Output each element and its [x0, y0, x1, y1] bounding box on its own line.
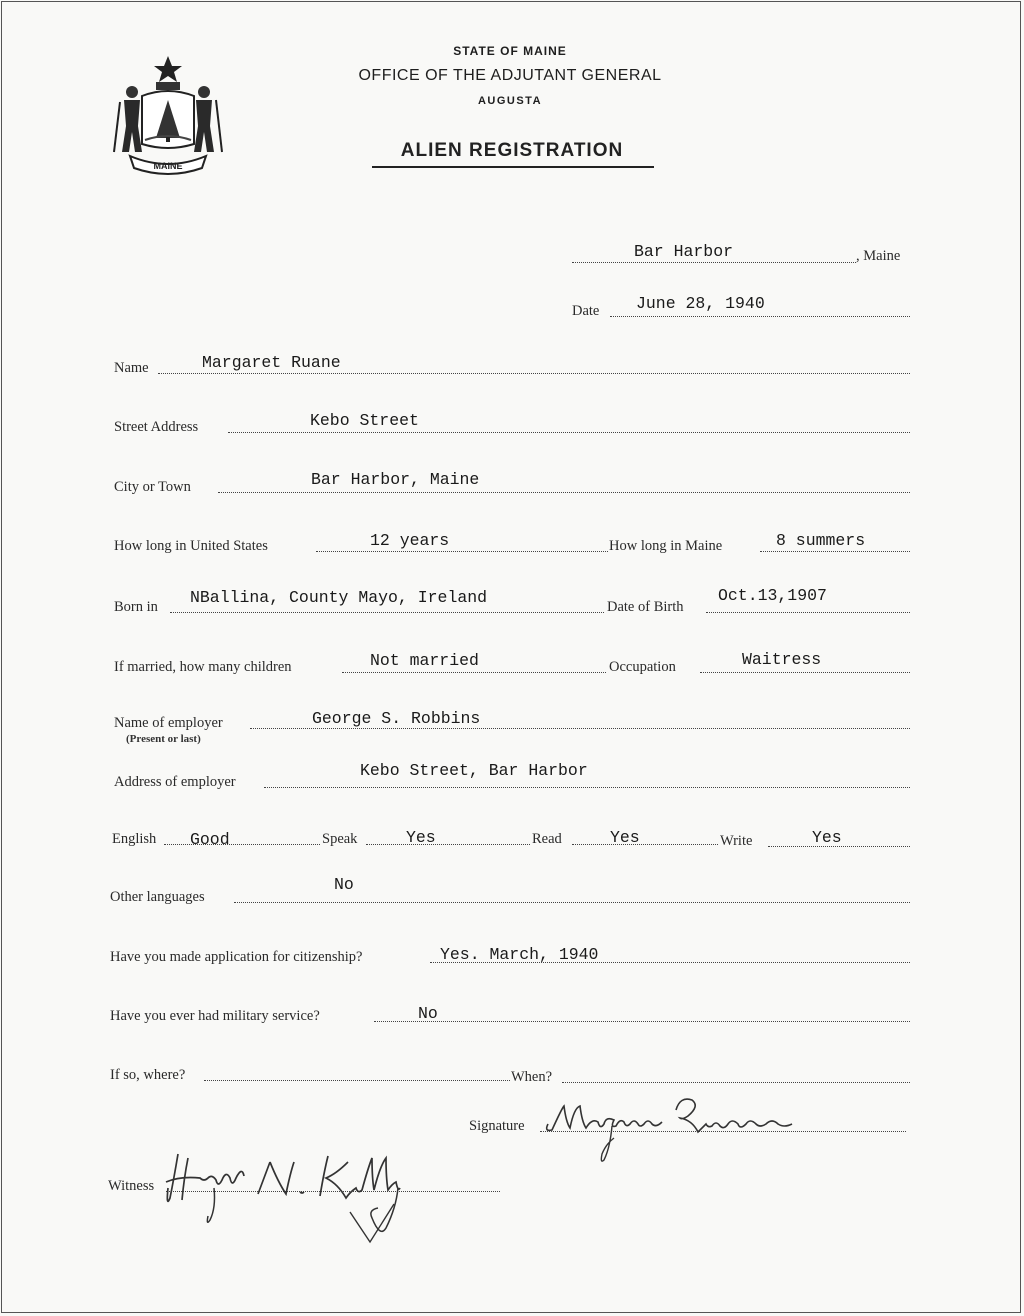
citizenship-value: Yes. March, 1940 — [440, 945, 599, 964]
where-dotted-line — [204, 1080, 510, 1081]
state-heading: STATE OF MAINE — [453, 44, 567, 58]
witness-label: Witness — [108, 1178, 155, 1194]
born-in-value: NBallina, County Mayo, Ireland — [190, 588, 488, 607]
signature-label: Signature — [469, 1118, 525, 1134]
place-suffix: , Maine — [856, 248, 901, 264]
english-label: English — [112, 831, 157, 847]
street-address-label: Street Address — [114, 419, 199, 435]
street-address-value: Kebo Street — [310, 411, 419, 430]
city-town-value: Bar Harbor, Maine — [311, 470, 480, 489]
speak-label: Speak — [322, 831, 358, 847]
city-town-dotted-line — [218, 492, 910, 493]
citizenship-label: Have you made application for citizenship? — [110, 949, 363, 965]
born-in-dotted-line — [170, 612, 604, 613]
maine-state-seal-icon — [112, 52, 224, 180]
page-border — [1, 1, 1021, 1313]
how-long-us-value: 12 years — [370, 531, 450, 550]
speak-value: Yes — [406, 828, 436, 847]
other-languages-dotted-line — [234, 902, 910, 903]
employer-name-dotted-line — [250, 728, 910, 729]
place-value: Bar Harbor — [634, 242, 734, 261]
employer-address-label: Address of employer — [114, 774, 236, 790]
other-languages-value: No — [334, 875, 354, 894]
when-label: When? — [511, 1069, 553, 1085]
employer-name-label: Name of employer — [114, 715, 223, 731]
born-in-label: Born in — [114, 599, 158, 615]
how-long-us-dotted-line — [316, 551, 608, 552]
date-of-birth-dotted-line — [706, 612, 910, 613]
witness-signature-handwriting — [160, 1148, 420, 1244]
seal-ribbon-text: MAINE — [153, 161, 183, 171]
date-of-birth-label: Date of Birth — [607, 599, 684, 615]
how-long-us-label: How long in United States — [114, 538, 268, 554]
military-label: Have you ever had military service? — [110, 1008, 320, 1024]
where-label: If so, where? — [110, 1067, 186, 1083]
office-heading: OFFICE OF THE ADJUTANT GENERAL — [358, 67, 662, 84]
name-label: Name — [114, 360, 149, 376]
how-long-maine-value: 8 summers — [776, 531, 866, 550]
how-long-maine-dotted-line — [760, 551, 910, 552]
children-dotted-line — [342, 672, 606, 673]
military-dotted-line — [374, 1021, 910, 1022]
date-label: Date — [572, 303, 600, 319]
city-town-label: City or Town — [114, 479, 191, 495]
employer-name-sublabel: (Present or last) — [126, 733, 201, 745]
title-underline — [372, 166, 654, 168]
read-dotted-line — [572, 844, 718, 845]
speak-dotted-line — [366, 844, 530, 845]
signature-handwriting — [540, 1088, 830, 1168]
date-dotted-line — [610, 316, 910, 317]
how-long-maine-label: How long in Maine — [609, 538, 723, 554]
name-value: Margaret Ruane — [202, 353, 341, 372]
military-value: No — [418, 1004, 438, 1023]
form-title: ALIEN REGISTRATION — [400, 140, 624, 161]
employer-name-value: George S. Robbins — [312, 709, 481, 728]
read-label: Read — [532, 831, 562, 847]
english-value: Good — [190, 830, 230, 849]
other-languages-label: Other languages — [110, 889, 205, 905]
street-address-dotted-line — [228, 432, 910, 433]
employer-address-value: Kebo Street, Bar Harbor — [360, 761, 588, 780]
name-dotted-line — [158, 373, 910, 374]
city-heading: AUGUSTA — [477, 95, 543, 107]
write-label: Write — [720, 833, 753, 849]
children-label: If married, how many children — [114, 659, 292, 675]
children-value: Not married — [370, 651, 479, 670]
when-dotted-line — [562, 1082, 910, 1083]
employer-address-dotted-line — [264, 787, 910, 788]
english-dotted-line — [164, 844, 320, 845]
occupation-value: Waitress — [742, 650, 822, 669]
date-of-birth-value: Oct.13,1907 — [718, 586, 827, 605]
date-value: June 28, 1940 — [636, 294, 765, 313]
read-value: Yes — [610, 828, 640, 847]
occupation-dotted-line — [700, 672, 910, 673]
write-value: Yes — [812, 828, 842, 847]
occupation-label: Occupation — [609, 659, 676, 675]
place-dotted-line — [572, 262, 856, 263]
